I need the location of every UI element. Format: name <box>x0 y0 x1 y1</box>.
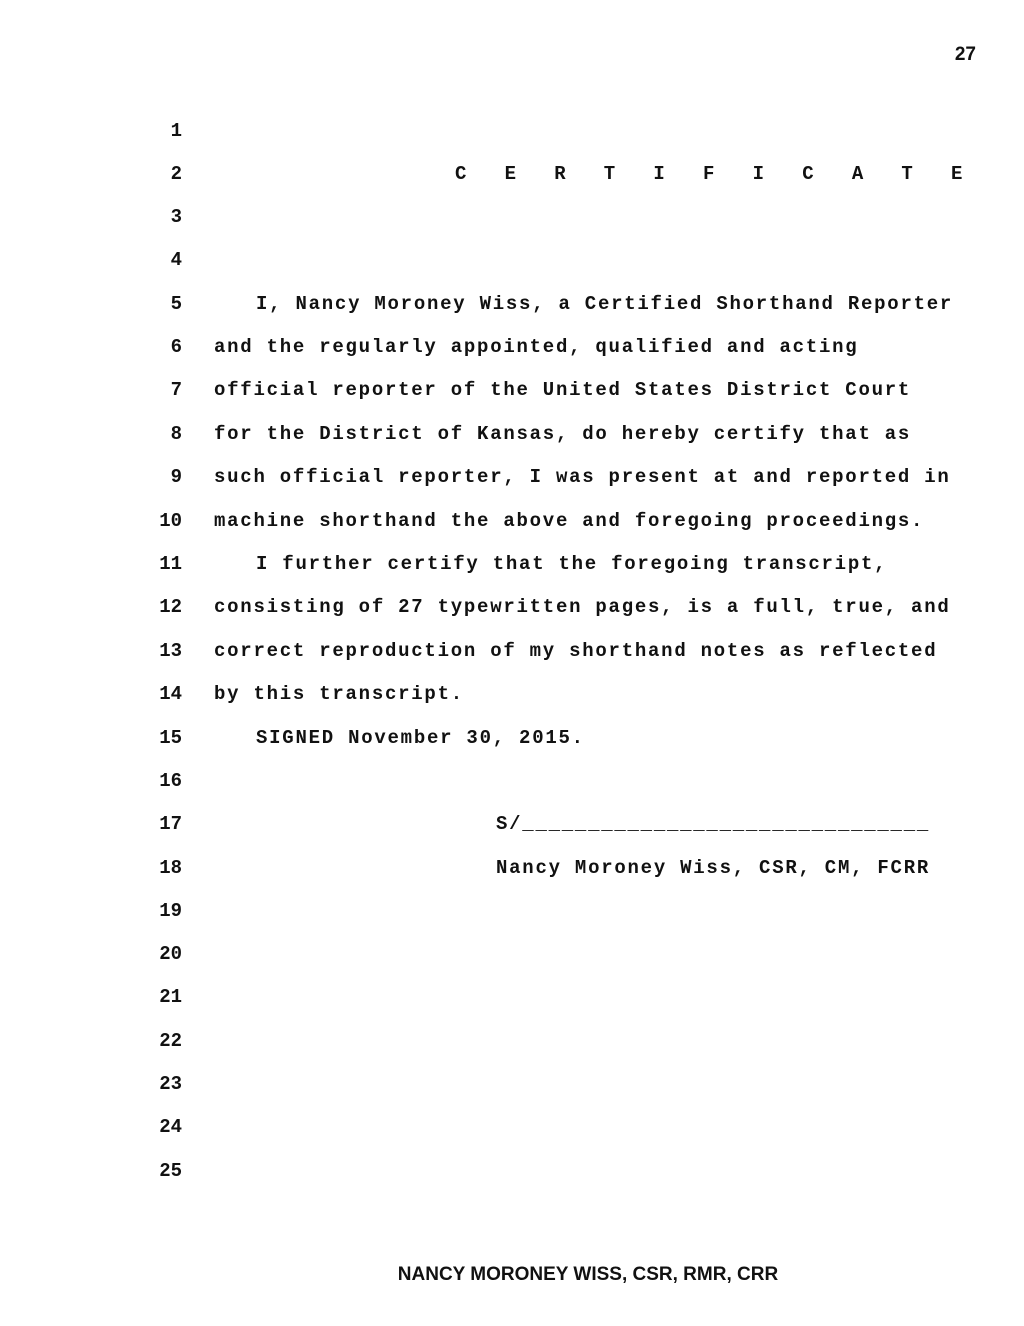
line-number: 17 <box>159 813 182 835</box>
transcript-line <box>0 1069 1024 1099</box>
body-text: for the District of Kansas, do hereby certify that as <box>214 423 912 445</box>
line-number: 13 <box>159 640 182 662</box>
body-text: consisting of 27 typewritten pages, is a full, true, and <box>214 596 951 618</box>
transcript-line <box>0 723 1024 753</box>
signature-line: S/_______________________________ <box>496 813 931 835</box>
transcript-line <box>0 159 1024 189</box>
transcript-line <box>0 375 1024 405</box>
transcript-line <box>0 1112 1024 1142</box>
line-number: 23 <box>159 1073 182 1095</box>
line-number: 16 <box>159 770 182 792</box>
line-number: 7 <box>170 379 182 401</box>
line-number: 15 <box>159 727 182 749</box>
line-number: 12 <box>159 596 182 618</box>
transcript-line <box>0 982 1024 1012</box>
page-number: 27 <box>954 44 976 65</box>
body-text: I, Nancy Moroney Wiss, a Certified Shorthand Reporter <box>256 293 954 315</box>
transcript-line <box>0 419 1024 449</box>
body-text: and the regularly appointed, qualified and acting <box>214 336 859 358</box>
signature-name: Nancy Moroney Wiss, CSR, CM, FCRR <box>496 857 931 879</box>
line-number: 25 <box>159 1160 182 1182</box>
line-number: 20 <box>159 943 182 965</box>
line-number: 10 <box>159 510 182 532</box>
line-number: 19 <box>159 900 182 922</box>
transcript-line <box>0 1156 1024 1186</box>
body-text: official reporter of the United States District Court <box>214 379 912 401</box>
transcript-line <box>0 939 1024 969</box>
transcript-line <box>0 636 1024 666</box>
transcript-line <box>0 462 1024 492</box>
transcript-line <box>0 549 1024 579</box>
line-number: 2 <box>170 163 182 185</box>
body-text: correct reproduction of my shorthand notes as reflected <box>214 640 938 662</box>
line-number: 8 <box>170 423 182 445</box>
line-number: 11 <box>159 553 182 575</box>
reporter-footer: NANCY MORONEY WISS, CSR, RMR, CRR <box>397 1264 779 1285</box>
transcript-line <box>0 506 1024 536</box>
body-text: by this transcript. <box>214 683 464 705</box>
transcript-line <box>0 853 1024 883</box>
transcript-line <box>0 202 1024 232</box>
transcript-line <box>0 1026 1024 1056</box>
transcript-line <box>0 116 1024 146</box>
line-number: 4 <box>170 249 182 271</box>
body-text: such official reporter, I was present at and reported in <box>214 466 951 488</box>
line-number: 9 <box>170 466 182 488</box>
line-number: 14 <box>159 683 182 705</box>
body-text: machine shorthand the above and foregoing proceedings. <box>214 510 925 532</box>
body-text: I further certify that the foregoing transcript, <box>256 553 888 575</box>
line-number: 6 <box>170 336 182 358</box>
line-number: 3 <box>170 206 182 228</box>
transcript-line <box>0 332 1024 362</box>
transcript-line <box>0 679 1024 709</box>
line-number: 18 <box>159 857 182 879</box>
transcript-line <box>0 809 1024 839</box>
certificate-title: C E R T I F I C A T E <box>455 163 976 185</box>
line-number: 24 <box>159 1116 182 1138</box>
line-number: 22 <box>159 1030 182 1052</box>
transcript-line <box>0 592 1024 622</box>
line-number: 21 <box>159 986 182 1008</box>
transcript-line <box>0 245 1024 275</box>
line-number: 5 <box>170 293 182 315</box>
line-number: 1 <box>170 120 182 142</box>
transcript-line <box>0 896 1024 926</box>
signed-date-text: SIGNED November 30, 2015. <box>256 727 585 749</box>
transcript-line <box>0 766 1024 796</box>
transcript-line <box>0 289 1024 319</box>
